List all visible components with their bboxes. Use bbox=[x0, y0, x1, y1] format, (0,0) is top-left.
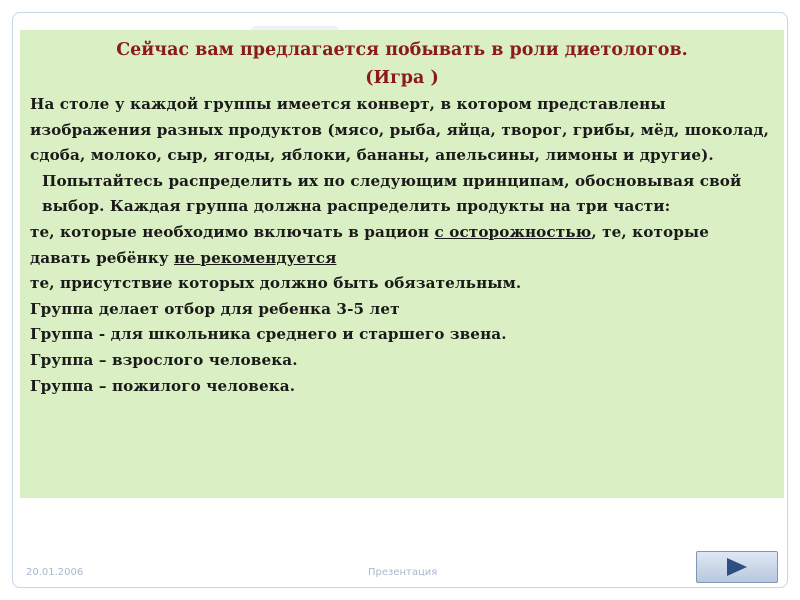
group-line-1: Группа делает отбор для ребенка 3-5 лет bbox=[30, 299, 400, 318]
group-line-4: Группа – пожилого человека. bbox=[30, 376, 296, 395]
content-box bbox=[20, 30, 784, 498]
underline-caution: с осторожностью bbox=[434, 222, 592, 241]
paragraph-mandatory: те, присутствие которых должно быть обязательным. bbox=[30, 274, 522, 293]
categories-text-2: , те, которые давать ребёнку bbox=[30, 222, 709, 267]
paragraph-categories bbox=[30, 220, 774, 271]
categories-text-1: те, которые необходимо включать в рацион bbox=[30, 222, 435, 241]
group-line-2: Группа - для школьника среднего и старшего звена. bbox=[30, 325, 507, 344]
title-line-1: Сейчас вам предлагается побывать в роли диетологов. bbox=[116, 40, 688, 60]
footer-date: 20.01.2006 bbox=[26, 567, 84, 578]
play-right-icon bbox=[724, 557, 750, 577]
underline-not-recommended: не рекомендуется bbox=[174, 248, 337, 267]
slide-title bbox=[30, 36, 774, 92]
paragraph-instructions: Попытайтесь распределить их по следующим принципам, обосновывая свой выбор. Каждая группа должна распределить продукты на три части: bbox=[42, 171, 742, 216]
group-line-3: Группа – взрослого человека. bbox=[30, 350, 298, 369]
paragraph-envelope: На столе у каждой группы имеется конверт, в котором представлены изображения разных продуктов (мясо, рыба, яйца, творог, грибы, мёд, шоколад, сдоба, молоко, сыр, ягоды, яблоки, бананы, апельсины, лимоны и другие). bbox=[30, 95, 770, 165]
title-line-2: (Игра ) bbox=[365, 68, 439, 88]
next-slide-button[interactable] bbox=[696, 551, 778, 583]
footer-presentation-label: Презентация bbox=[368, 567, 438, 578]
